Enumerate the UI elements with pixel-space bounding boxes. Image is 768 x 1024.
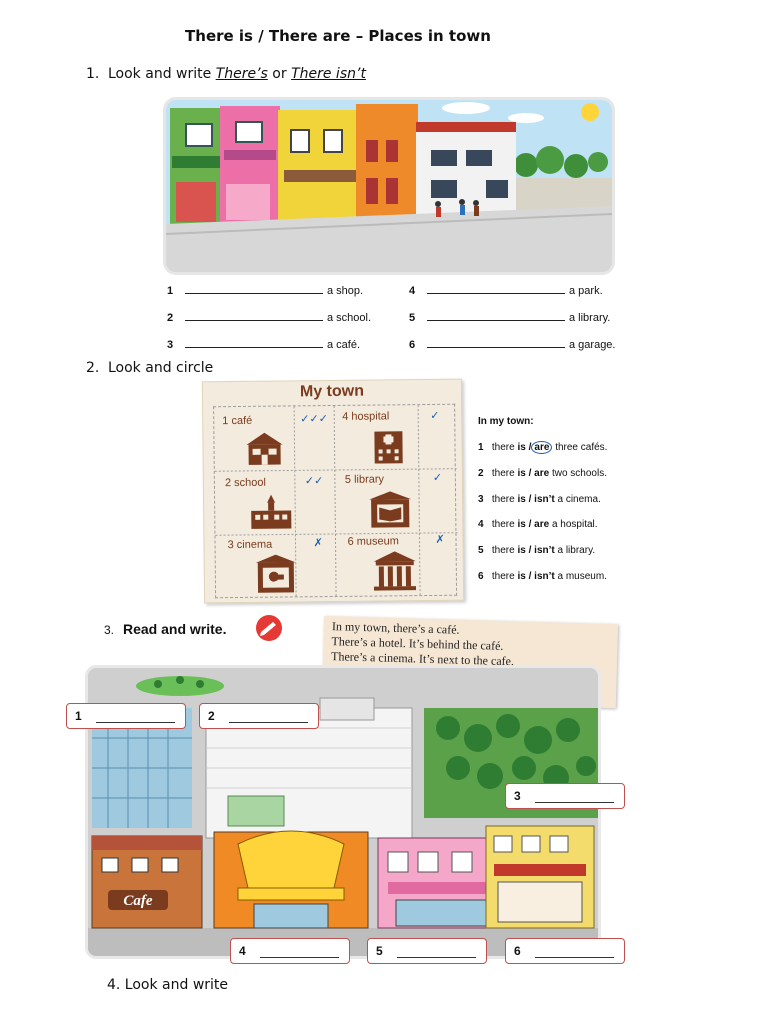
label-box-5[interactable]	[367, 938, 487, 964]
sentence-number: 6	[478, 571, 484, 582]
my-town-grid	[213, 404, 457, 599]
exercise-2-instruction	[86, 360, 213, 376]
item-text: a park.	[569, 285, 603, 297]
option-or: or	[272, 66, 287, 82]
cell-label-library: 5 library	[344, 473, 385, 486]
circle-sentence-3	[478, 494, 601, 505]
museum-icon	[372, 551, 418, 591]
cell-mark-museum: ✗	[435, 532, 445, 546]
sentence-options[interactable]: is / isn’t	[517, 494, 555, 505]
sentence-end: two schools.	[551, 468, 607, 479]
sentence-number: 2	[478, 468, 484, 479]
pencil-icon	[254, 614, 284, 642]
exercise-4-instruction: 4. Look and write	[107, 977, 229, 993]
label-number: 2	[208, 709, 215, 723]
cell-label-school: 2 school	[224, 476, 266, 490]
answer-row-5	[409, 311, 610, 324]
answer-blank-5[interactable]	[427, 311, 565, 321]
cell-mark-hospital: ✓	[430, 408, 440, 422]
reading-line: There’s a hotel. It’s behind the café.	[331, 634, 504, 653]
answer-blank-1[interactable]	[185, 284, 323, 294]
street-illustration	[166, 100, 612, 272]
library-icon	[367, 491, 413, 529]
item-text: a garage.	[569, 339, 616, 351]
cell-label-museum: 6 museum	[347, 535, 399, 548]
cafe-icon	[242, 430, 286, 466]
sentence-start: there	[491, 571, 515, 582]
circle-sentence-5	[478, 545, 595, 556]
answer-blank-6[interactable]	[427, 338, 565, 348]
sentence-number: 3	[478, 494, 484, 505]
label-number: 4	[239, 944, 246, 958]
answer-blank-4[interactable]	[427, 284, 565, 294]
exercise-2-text: Look and circle	[108, 360, 214, 376]
cafe-sign: Cafe	[123, 893, 153, 909]
label-blank[interactable]	[260, 950, 339, 958]
in-my-town-heading: In my town:	[478, 416, 534, 427]
label-box-1[interactable]	[66, 703, 186, 729]
answer-blank-2[interactable]	[185, 311, 323, 321]
cell-mark-library: ✓	[432, 470, 443, 484]
item-number: 3	[167, 339, 174, 351]
label-number: 5	[376, 944, 383, 958]
label-number: 3	[514, 789, 521, 803]
option-there-isnt: There isn’t	[291, 66, 366, 82]
exercise-3-title: Read and write.	[123, 621, 227, 637]
exercise-1-text: Look and write	[108, 66, 212, 82]
answer-blank-3[interactable]	[185, 338, 323, 348]
sentence-start: there	[491, 494, 515, 505]
sentence-end: a library.	[557, 545, 596, 556]
label-box-6[interactable]	[505, 938, 625, 964]
item-number: 5	[409, 312, 416, 324]
sentence-options[interactable]: is / isn’t	[517, 545, 555, 556]
cell-label-hospital: 4 hospital	[342, 410, 390, 423]
sentence-start: there	[491, 468, 515, 479]
item-number: 1	[167, 285, 174, 297]
hospital-icon	[366, 425, 410, 465]
label-blank[interactable]	[96, 715, 175, 723]
answer-row-6	[409, 338, 615, 351]
item-text: a café.	[327, 339, 361, 351]
circled-answer: are	[531, 441, 552, 454]
label-blank[interactable]	[397, 950, 476, 958]
label-box-2[interactable]	[199, 703, 319, 729]
exercise-1-instruction	[86, 66, 366, 82]
exercise-3-number: 3.	[104, 623, 115, 637]
sentence-options: is /	[517, 442, 532, 453]
option-theres: There’s	[215, 66, 268, 82]
reading-line: In my town, there’s a café.	[331, 619, 460, 637]
item-number: 4	[409, 285, 416, 297]
sentence-options[interactable]: is / are	[517, 519, 550, 530]
cell-mark-cafe: ✓✓✓	[300, 412, 328, 426]
label-box-3[interactable]	[505, 783, 625, 809]
cell-label-cafe: 1 café	[222, 414, 253, 428]
sentence-end: three cafés.	[555, 442, 608, 453]
circle-sentence-6	[478, 571, 607, 582]
label-number: 1	[75, 709, 82, 723]
item-number: 6	[409, 339, 416, 351]
sentence-start: there	[491, 442, 515, 453]
answer-row-4	[409, 284, 603, 297]
exercise-1-number: 1.	[86, 66, 100, 82]
item-number: 2	[167, 312, 174, 324]
answer-row-3	[167, 338, 360, 351]
my-town-card	[202, 379, 464, 604]
cell-mark-school: ✓✓	[304, 474, 324, 488]
page-title: There is / There are – Places in town	[185, 27, 491, 45]
item-text: a shop.	[327, 285, 364, 297]
sentence-end: a museum.	[557, 571, 607, 582]
sentence-options[interactable]: is / are	[517, 468, 550, 479]
answer-row-1	[167, 284, 363, 297]
cell-label-cinema: 3 cinema	[227, 538, 273, 552]
item-text: a school.	[327, 312, 372, 324]
circle-sentence-2	[478, 468, 607, 479]
label-blank[interactable]	[535, 795, 614, 803]
sentence-end: a cinema.	[557, 494, 601, 505]
label-blank[interactable]	[229, 715, 308, 723]
sentence-end: a hospital.	[551, 519, 598, 530]
school-icon	[249, 494, 293, 530]
sentence-number: 4	[478, 519, 484, 530]
item-text: a library.	[569, 312, 611, 324]
card-title: My town	[299, 382, 365, 401]
sentence-number: 1	[478, 442, 484, 453]
sentence-number: 5	[478, 545, 484, 556]
circle-sentence-1	[478, 442, 607, 453]
label-number: 6	[514, 944, 521, 958]
sentence-start: there	[491, 519, 515, 530]
cell-mark-cinema: ✗	[313, 536, 323, 550]
cinema-icon	[254, 554, 298, 594]
label-blank[interactable]	[535, 950, 614, 958]
exercise-2-number: 2.	[86, 360, 100, 376]
reading-line: There’s a cinema. It’s next to the cafe.	[330, 649, 515, 669]
circle-sentence-4	[478, 519, 598, 530]
label-box-4[interactable]	[230, 938, 350, 964]
sentence-options[interactable]: is / isn’t	[517, 571, 555, 582]
answer-row-2	[167, 311, 371, 324]
sentence-start: there	[491, 545, 515, 556]
